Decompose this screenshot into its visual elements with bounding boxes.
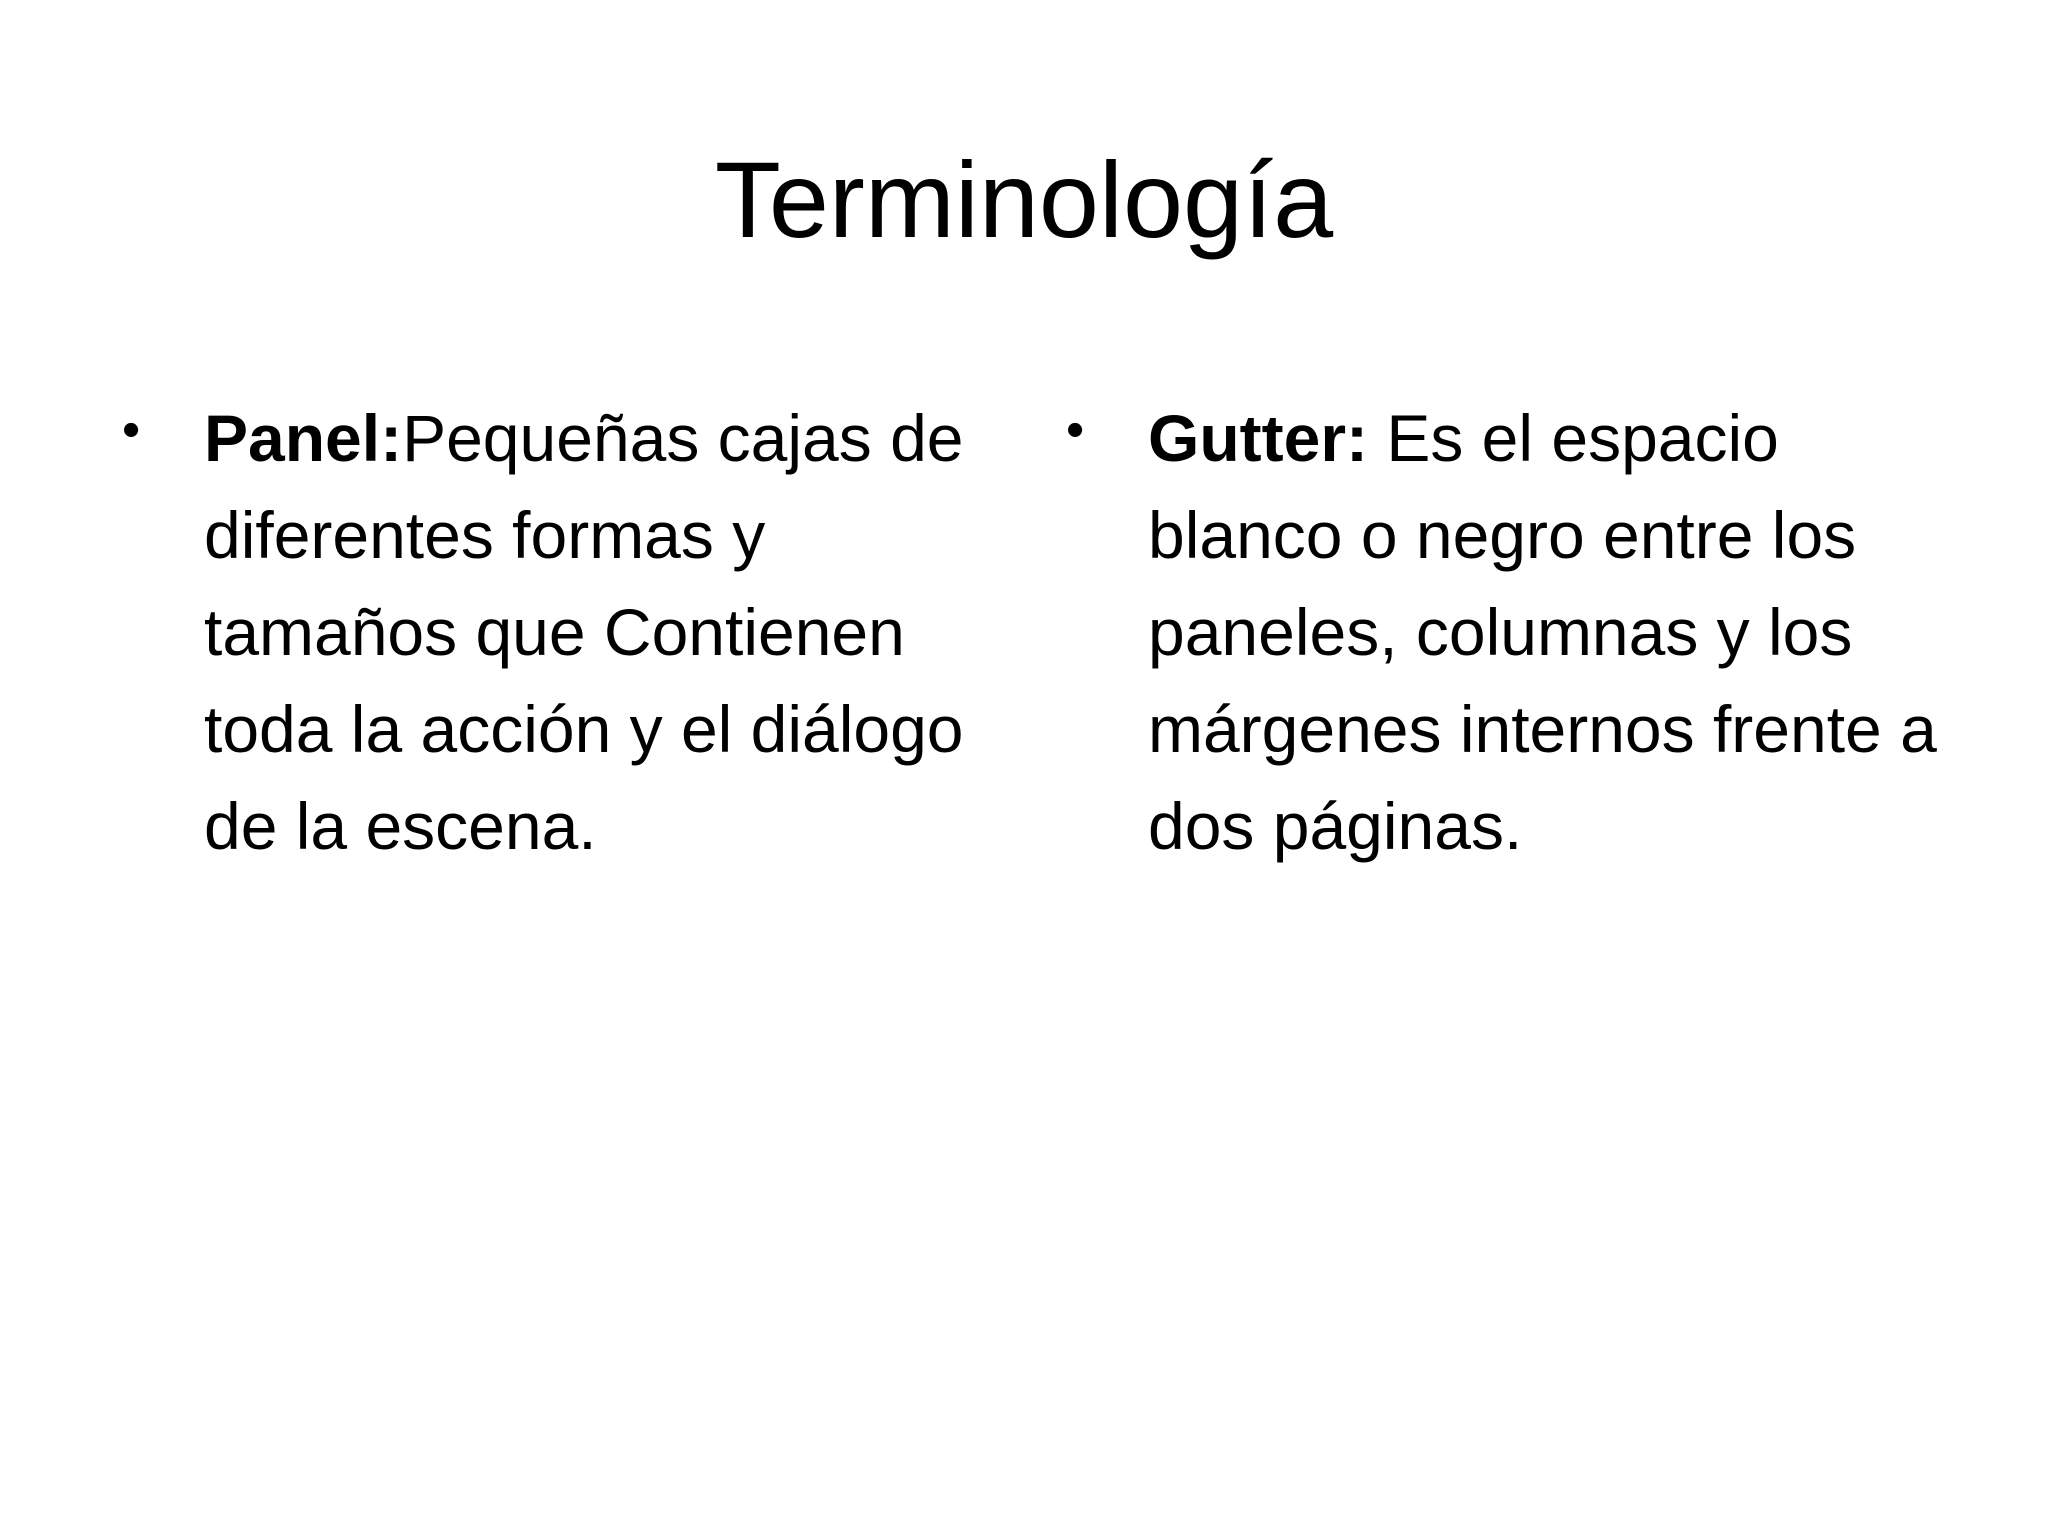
right-column [1066, 390, 1966, 875]
bullet-item-gutter [1066, 390, 1966, 875]
term-label: Panel: [204, 401, 403, 475]
term-definition: Pequeñas cajas de diferentes formas y tamaños que Contienen toda la acción y el diálogo de la escena. [204, 401, 964, 863]
left-column [122, 390, 1002, 875]
term-definition: Es el espacio blanco o negro entre los paneles, columnas y los márgenes internos frente a dos páginas. [1148, 401, 1937, 863]
bullet-icon: • [122, 401, 141, 459]
slide-title: Terminología [714, 139, 1334, 260]
bullet-icon: • [1066, 401, 1085, 459]
term-label: Gutter: [1148, 401, 1368, 475]
bullet-item-panel [122, 390, 1002, 875]
